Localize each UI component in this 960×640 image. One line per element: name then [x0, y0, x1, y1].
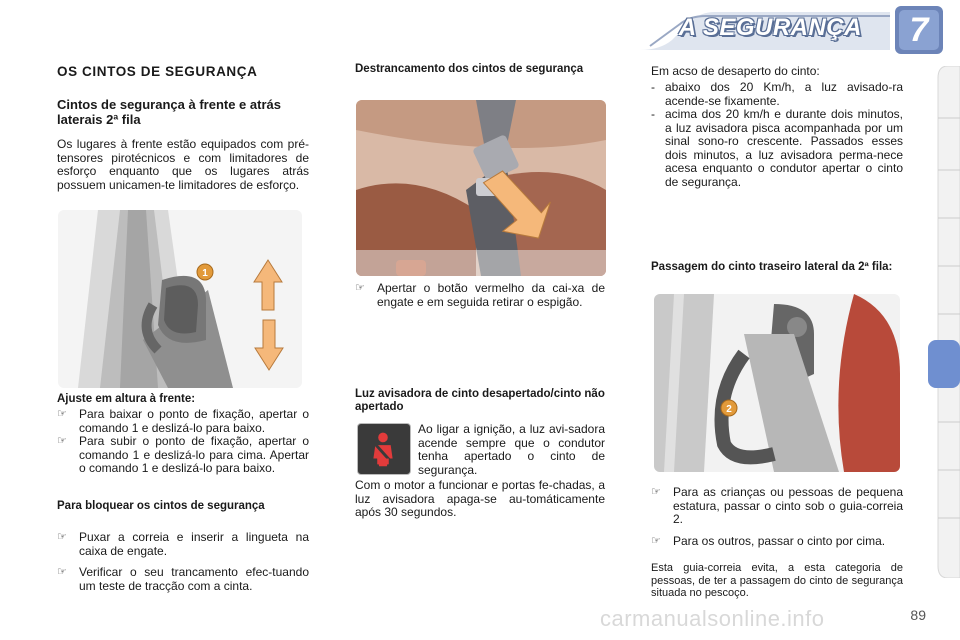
figure-marker-1: 1: [202, 268, 208, 279]
unlock-instruction: ☞ Apertar o botão vermelho da cai-xa de engate e em seguida retirar o espigão.: [355, 281, 605, 309]
watermark: carmanualsonline.info: [600, 606, 825, 631]
lock-heading: Para bloquear os cintos de segurança: [57, 500, 265, 512]
unfasten-list: [651, 81, 903, 189]
pointer-icon: ☞: [651, 534, 661, 547]
pointer-icon: ☞: [651, 486, 661, 498]
pointer-icon: ☞: [355, 282, 365, 294]
list-item: ☞ Puxar a correia e inserir a lingueta na caixa de engate.: [57, 530, 309, 558]
list-item: ☞ Verificar o seu trancamento efec-tuando um teste de tracção com a cinta.: [57, 565, 309, 593]
subsection-heading: Cintos de segurança à frente e atrás laterais 2ª fila: [57, 97, 281, 127]
height-adjust-figure: [58, 210, 302, 388]
list-item: ☞ Para subir o ponto de fixação, apertar o comando 1 e deslizá-lo para cima. Apertar o comando 1 e deslizá-lo para baixo.: [57, 434, 309, 475]
unlock-heading: Destrancamento dos cintos de segurança: [355, 63, 584, 75]
pointer-icon: ☞: [57, 435, 67, 447]
lock-list: [57, 531, 309, 593]
rear-belt-heading: Passagem do cinto traseiro lateral da 2ª fila:: [651, 261, 893, 273]
adjust-heading: Ajuste em altura à frente:: [57, 393, 196, 405]
list-item: ☞ Para as crianças ou pessoas de pequena estatura, passar o cinto sob o guia-correia 2.: [651, 485, 903, 526]
section-heading: OS CINTOS DE SEGURANÇA: [57, 64, 258, 79]
rear-belt-figure: [654, 294, 900, 472]
list-item: - abaixo dos 20 Km/h, a luz avisado-ra acende-se fixamente.: [651, 80, 903, 108]
chapter-number: 7: [909, 11, 929, 49]
pointer-icon: ☞: [57, 408, 67, 420]
unfasten-intro: Em acso de desaperto do cinto:: [651, 64, 820, 78]
adjust-list: [57, 408, 309, 476]
pointer-icon: ☞: [57, 566, 67, 578]
page-number: 89: [910, 607, 926, 623]
list-item: ☞ Para baixar o ponto de fixação, apertar o comando 1 e deslizá-lo para baixo.: [57, 407, 309, 435]
page-title: A SEGURANÇA: [678, 14, 862, 41]
rear-belt-list: [651, 486, 903, 548]
warning-light-text-2: Com o motor a funcionar e portas fe-chadas, a luz avisadora apaga-se au-tomáticamente após 30 segundos.: [355, 478, 605, 519]
pointer-icon: ☞: [57, 531, 67, 543]
chapter-tab-index[interactable]: [928, 66, 960, 578]
rear-belt-note: Esta guia-correia evita, a esta categoria de pessoas, de ter a passagem do cinto de segurança situada no pescoço.: [651, 562, 903, 599]
warning-light-heading: Luz avisadora de cinto desapertado/cinto não apertado: [355, 388, 605, 413]
figure-marker-2: 2: [726, 404, 732, 415]
warning-light-text: Ao ligar a ignição, a luz avi-sadora acende sempre que o condutor tenha apertado o cinto de segurança.: [418, 422, 605, 477]
list-item: ☞ Para os outros, passar o cinto por cima.: [651, 533, 886, 548]
intro-paragraph: Os lugares à frente estão equipados com pré-tensores pirotécnicos e com limitadores de esforço enquanto que os lugares atrás possuem unicamen-te limitadores de esforço.: [57, 137, 309, 192]
buckle-figure: [356, 100, 606, 276]
list-item: - acima dos 20 km/h e durante dois minutos, a luz avisadora pisca acompanhada por um sinal sono-ro crescente. Passados esses dois minutos, a luz avisadora perma-nece acesa enquanto o condutor apertar o cinto de segurança.: [651, 107, 903, 189]
seatbelt-warning-icon: [357, 423, 411, 475]
